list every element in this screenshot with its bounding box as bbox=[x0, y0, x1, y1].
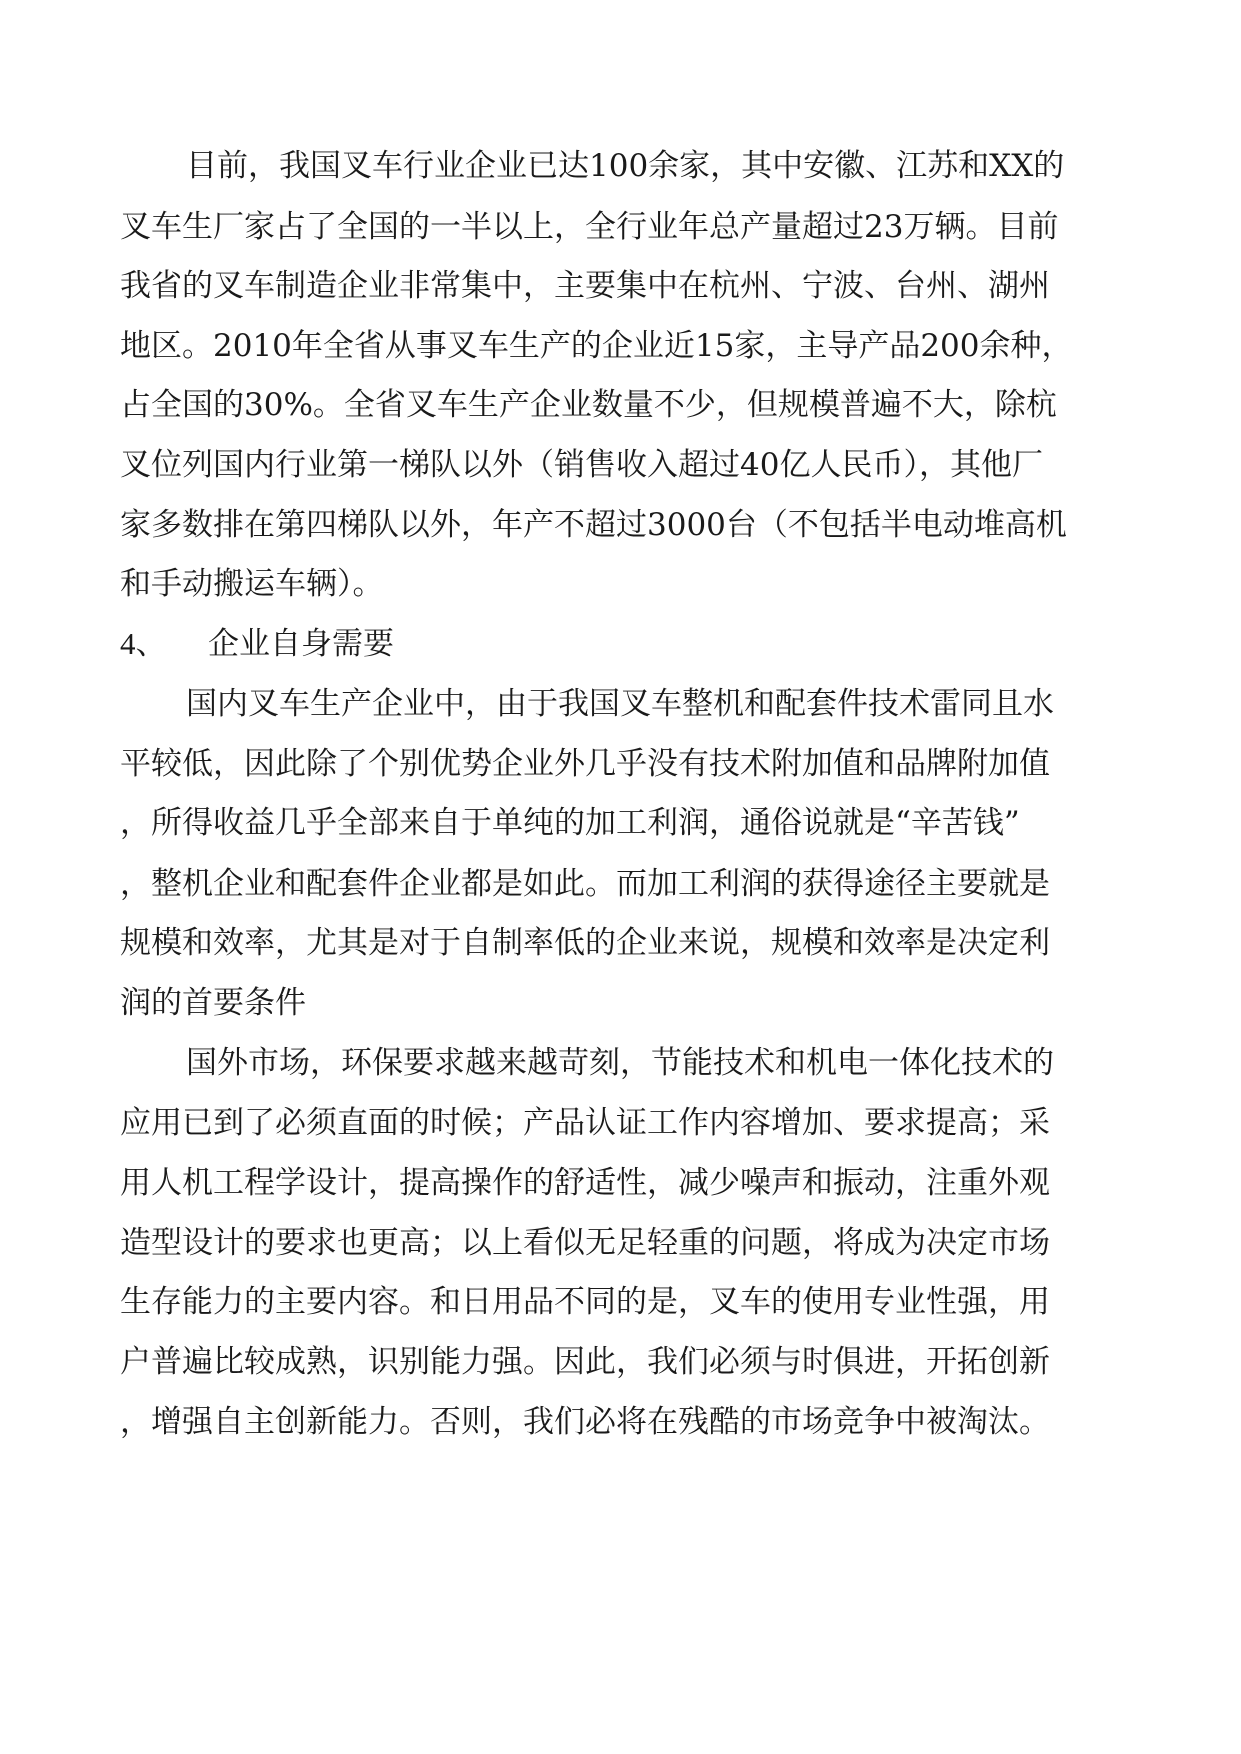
paragraph-2-line: 国内叉车生产企业中，由于我国叉车整机和配套件技术雷同且水 bbox=[186, 686, 1054, 722]
paragraph-2-line: ，所得收益几乎全部来自于单纯的加工利润，通俗说就是“辛苦钱” bbox=[120, 805, 1020, 841]
paragraph-3-line: 造型设计的要求也更高；以上看似无足轻重的问题，将成为决定市场 bbox=[120, 1225, 1050, 1261]
section-number: 4、 bbox=[120, 626, 167, 661]
paragraph-3-line: 应用已到了必须直面的时候；产品认证工作内容增加、要求提高；采 bbox=[120, 1105, 1050, 1141]
paragraph-3-line: 国外市场，环保要求越来越苛刻，节能技术和机电一体化技术的 bbox=[186, 1045, 1054, 1081]
paragraph-2-line: 平较低，因此除了个别优势企业外几乎没有技术附加值和品牌附加值 bbox=[120, 746, 1050, 782]
paragraph-1-line: 占全国的30%。全省叉车生产企业数量不少，但规模普遍不大，除杭 bbox=[120, 387, 1057, 423]
paragraph-2-line: 润的首要条件 bbox=[120, 985, 306, 1021]
section-title: 企业自身需要 bbox=[208, 626, 394, 662]
paragraph-1-line: 目前，我国叉车行业企业已达100余家，其中安徽、江苏和XX的 bbox=[186, 148, 1065, 184]
paragraph-2-line: ，整机企业和配套件企业都是如此。而加工利润的获得途径主要就是 bbox=[120, 866, 1050, 902]
paragraph-1-line: 我省的叉车制造企业非常集中，主要集中在杭州、宁波、台州、湖州 bbox=[120, 268, 1050, 304]
paragraph-2-line: 规模和效率，尤其是对于自制率低的企业来说，规模和效率是决定利 bbox=[120, 925, 1050, 961]
paragraph-1-line: 家多数排在第四梯队以外，年产不超过3000台（不包括半电动堆高机 bbox=[120, 507, 1067, 543]
paragraph-1-line: 叉位列国内行业第一梯队以外（销售收入超过40亿人民币），其他厂 bbox=[120, 447, 1043, 483]
paragraph-3-line: 生存能力的主要内容。和日用品不同的是，叉车的使用专业性强，用 bbox=[120, 1284, 1050, 1320]
paragraph-3-line: 户普遍比较成熟，识别能力强。因此，我们必须与时俱进，开拓创新 bbox=[120, 1344, 1050, 1380]
paragraph-1-line: 和手动搬运车辆）。 bbox=[120, 566, 384, 602]
paragraph-3-line: ，增强自主创新能力。否则，我们必将在残酷的市场竞争中被淘汰。 bbox=[120, 1404, 1050, 1440]
paragraph-1-line: 叉车生厂家占了全国的一半以上，全行业年总产量超过23万辆。目前 bbox=[120, 209, 1059, 245]
paragraph-3-line: 用人机工程学设计，提高操作的舒适性，减少噪声和振动，注重外观 bbox=[120, 1165, 1050, 1201]
paragraph-1-line: 地区。2010年全省从事叉车生产的企业近15家，主导产品200余种， bbox=[120, 328, 1073, 364]
